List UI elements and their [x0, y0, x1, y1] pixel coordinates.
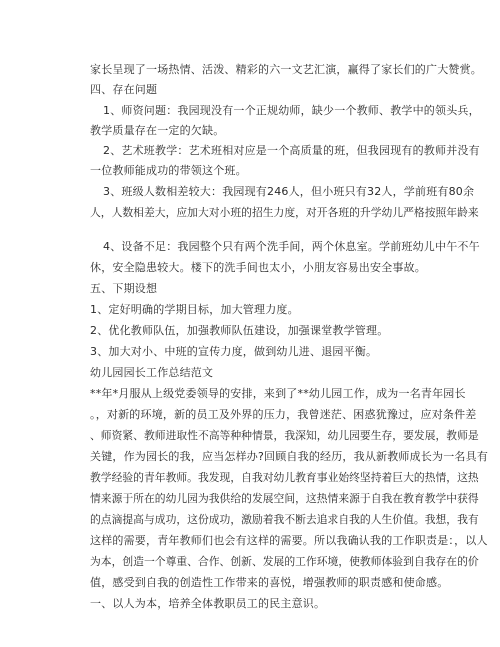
section-heading: 五、下期设想 — [90, 282, 158, 295]
text-line: 4、设备不足：我园整个只有两个洗手间，两个休息室。学前班幼儿中午不午 — [103, 240, 480, 253]
text-line: 休，安全隐患较大。楼下的洗手间也太小，小朋友容易出安全事故。 — [90, 261, 426, 274]
text-line: **年*月服从上级党委领导的安排，来到了**幼儿园工作，成为一名青年园长 — [90, 387, 466, 400]
text-line: 的点滴提高与成功，这份成功，激励着我不断去追求自我的人生价值。我想，我有 — [90, 513, 479, 526]
text-line: 为本，创造一个尊重、合作、创新、发展的工作环境，使教师体验到自我存在的价 — [90, 555, 479, 568]
text-line: 3、班级人数相差较大：我园现有246人，但小班只有32人，学前班有80余 — [103, 185, 475, 198]
text-line: 家长呈现了一场热情、活泼、精彩的六一文艺汇演，赢得了家长们的广大赞赏。 — [90, 63, 482, 76]
text-line: 1、定好明确的学期目标，加大管理力度。 — [90, 303, 299, 316]
text-line: 关键，作为园长的我，应当怎样办?回顾自我的经历，我从新教师成长为一名具有 — [90, 450, 489, 463]
text-line: 这样的需要，青年教师们也会有这样的需要。所以我确认我的工作职责是：，以人 — [90, 534, 488, 547]
text-line: 2、艺术班教学：艺术班相对应是一个高质量的班，但我园现有的教师并没有 — [103, 144, 480, 157]
text-line: 、师资紧、教师进取性不高等种种情景，我深知，幼儿园要生存，要发展，教师是 — [90, 429, 479, 442]
article-title: 幼儿园园长工作总结范文 — [90, 366, 214, 379]
text-line: 。，对新的环境，新的员工及外界的压力，我曾迷茫、困惑犹豫过，应对条件差 — [90, 408, 477, 421]
text-line: 一位教师能成功的带领这个班。 — [90, 164, 247, 177]
text-line: 人，人数相差大，应加大对小班的招生力度，对开各班的升学幼儿严格按照年龄来 — [90, 206, 479, 219]
text-line: 值，感受到自我的创造性工作带来的喜悦，增强教师的职责感和使命感。 — [90, 576, 449, 589]
text-line: 3、加大对小、中班的宣传力度，做到幼儿进、退园平衡。 — [90, 345, 378, 358]
text-line: 情来源于所在的幼儿园为我供给的发展空间，这热情来源于自我在教育教学中获得 — [90, 492, 479, 505]
text-line: 1、师资问题：我园现没有一个正规幼师，缺少一个教师、教学中的领头兵， — [103, 104, 480, 117]
text-line: 教学质量存在一定的欠缺。 — [90, 124, 225, 137]
section-heading: 四、存在问题 — [90, 83, 158, 96]
text-line: 教学经验的青年教师。我发现，自我对幼儿教育事业始终坚持着巨大的热情，这热 — [90, 471, 479, 484]
text-line: 2、优化教师队伍，加强教师队伍建设，加强课堂教学管理。 — [90, 324, 389, 337]
section-heading: 一、以人为本，培养全体教职员工的民主意识。 — [90, 597, 326, 610]
